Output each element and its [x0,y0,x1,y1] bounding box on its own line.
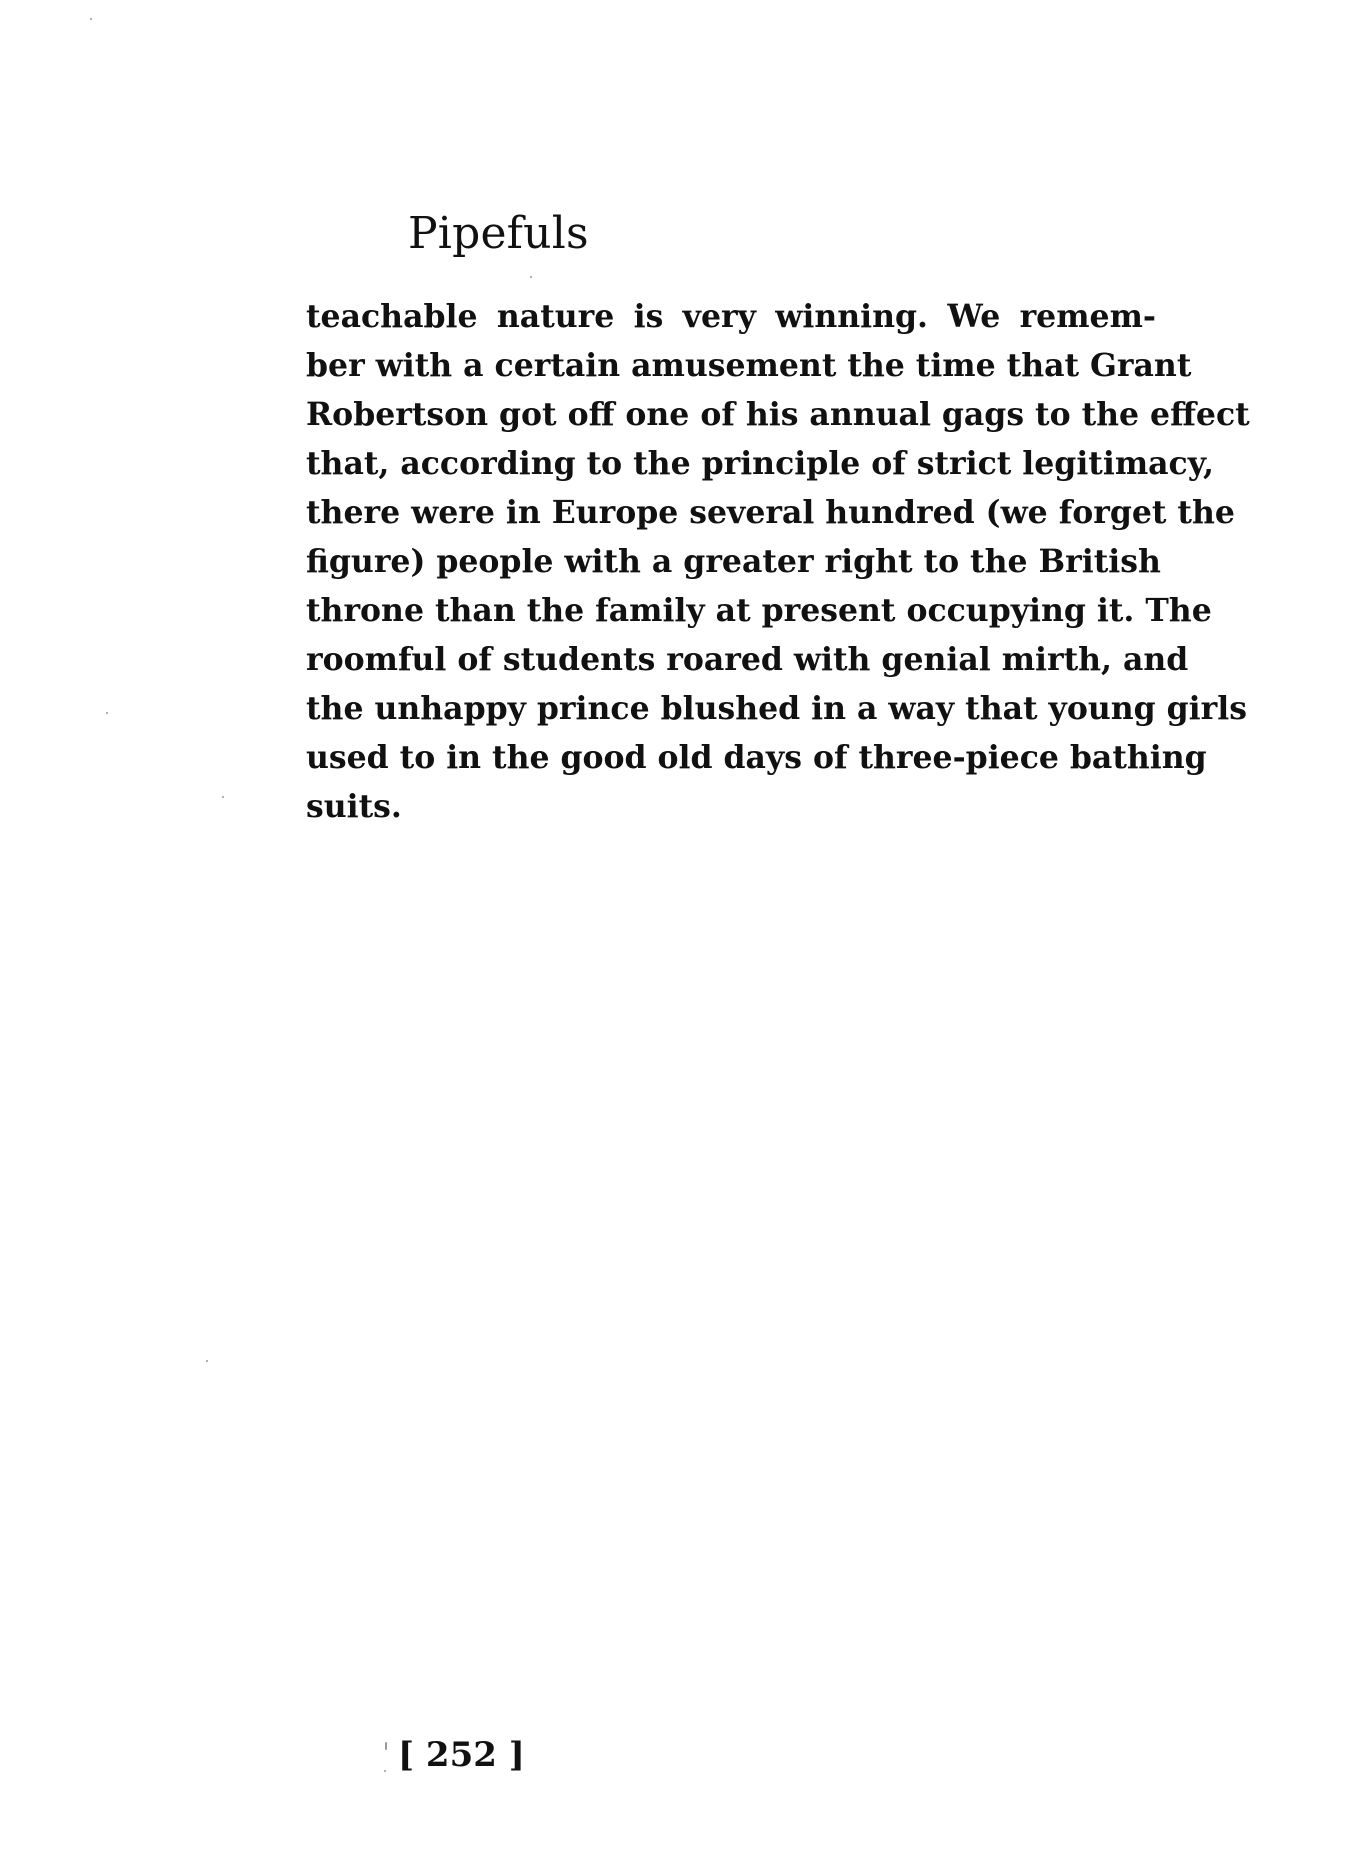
text-line: the unhappy prince blushed in a way that young girls [306,690,1247,727]
body-paragraph [306,292,1250,831]
scan-speck [90,18,92,20]
text-line: suits. [306,788,402,825]
text-line: teachable nature is very winning. We remem- [306,298,1156,335]
page-number: [ 252 ] [398,1735,525,1775]
text-line: ber with a certain amusement the time that Grant [306,347,1192,384]
text-line: throne than the family at present occupying it. The [306,592,1212,629]
scan-speck [530,276,532,278]
scan-speck [106,712,108,714]
text-line: used to in the good old days of three-piece bathing [306,739,1207,776]
text-line: that, according to the principle of strict legitimacy, [306,445,1214,482]
text-line: figure) people with a greater right to the British [306,543,1161,580]
scan-speck [384,1770,386,1772]
scan-speck [206,1360,208,1362]
text-line: roomful of students roared with genial mirth, and [306,641,1189,678]
text-line: Robertson got off one of his annual gags to the effect [306,396,1250,433]
scan-speck [385,1742,387,1750]
text-line: there were in Europe several hundred (we forget the [306,494,1235,531]
running-head: Pipefuls [408,208,589,259]
scan-speck [222,796,224,798]
